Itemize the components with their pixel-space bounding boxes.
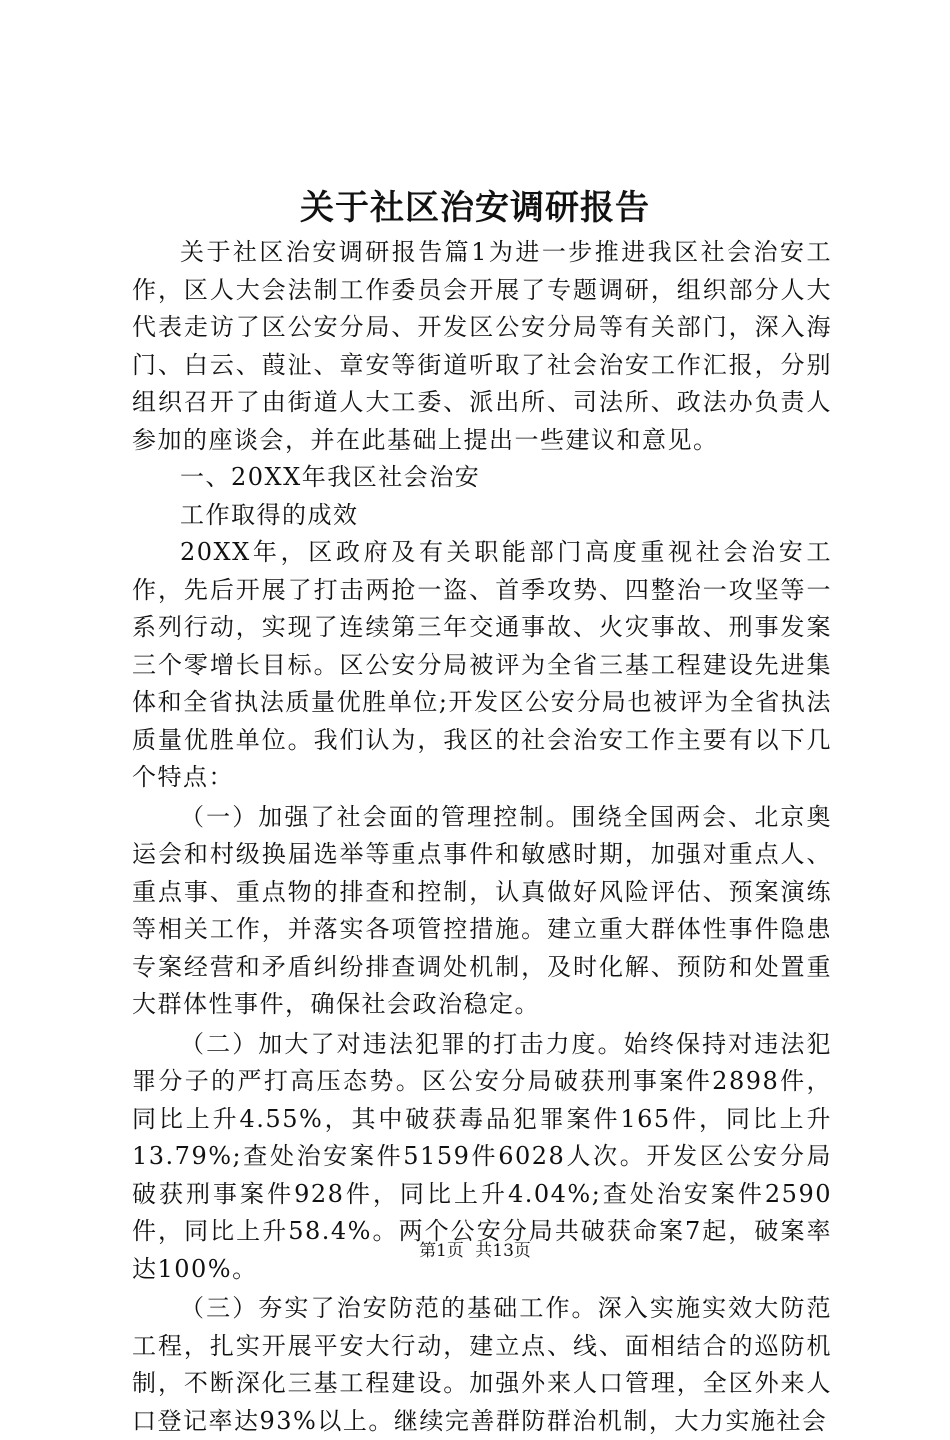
page-total: 共13页	[475, 1241, 531, 1261]
paragraph-item-2: （二）加大了对违法犯罪的打击力度。始终保持对违法犯罪分子的严打高压态势。区公安分局破获刑事案件2898件，同比上升4.55%，其中破获毒品犯罪案件165件，同比上升13.79%;查处治安案件5159件6028人次。开发区公安分局破获刑事案件928件，同比上升4.04%;查处治安案件2590件，同比上升58.4%。两个公安分局共破获命案7起，破案率达100%。	[132, 1029, 832, 1283]
document-title: 关于社区治安调研报告	[300, 188, 650, 228]
paragraph-intro: 关于社区治安调研报告篇1为进一步推进我区社会治安工作，区人大会法制工作委员会开展了专题调研，组织部分人大代表走访了区公安分局、开发区公安分局等有关部门，深入海门、白云、葭沚、章安等街道听取了社会治安工作汇报，分别组织召开了由街道人大工委、派出所、司法所、政法办负责人参加的座谈会，并在此基础上提出一些建议和意见。	[132, 238, 832, 454]
paragraph-achievements: 20XX年，区政府及有关职能部门高度重视社会治安工作，先后开展了打击两抢一盗、首季攻势、四整治一攻坚等一系列行动，实现了连续第三年交通事故、火灾事故、刑事发案三个零增长目标。区公安分局被评为全省三基工程建设先进集体和全省执法质量优胜单位;开发区公安分局也被评为全省执法质量优胜单位。我们认为，我区的社会治安工作主要有以下几个特点：	[132, 538, 832, 791]
page-number: 第1页	[419, 1241, 464, 1261]
page-footer	[0, 1239, 950, 1263]
section-heading-1: 一、20XX年我区社会治安	[180, 463, 481, 491]
paragraph-item-1: （一）加强了社会面的管理控制。围绕全国两会、北京奥运会和村级换届选举等重点事件和敏感时期，加强对重点人、重点事、重点物的排查和控制，认真做好风险评估、预案演练等相关工作，并落实各项管控措施。建立重大群体性事件隐患专案经营和矛盾纠纷排查调处机制，及时化解、预防和处置重大群体性事件，确保社会政治稳定。	[132, 802, 832, 1018]
paragraph-item-3: （三）夯实了治安防范的基础工作。深入实施实效大防范工程，扎实开展平安大行动，建立点、线、面相结合的巡防机制，不断深化三基工程建设。加强外来人口管理，全区外来人口登记率达93%以上。继续完善群防群治机制，大力实施社会	[132, 1294, 832, 1435]
section-heading-1-cont: 工作取得的成效	[180, 500, 359, 529]
